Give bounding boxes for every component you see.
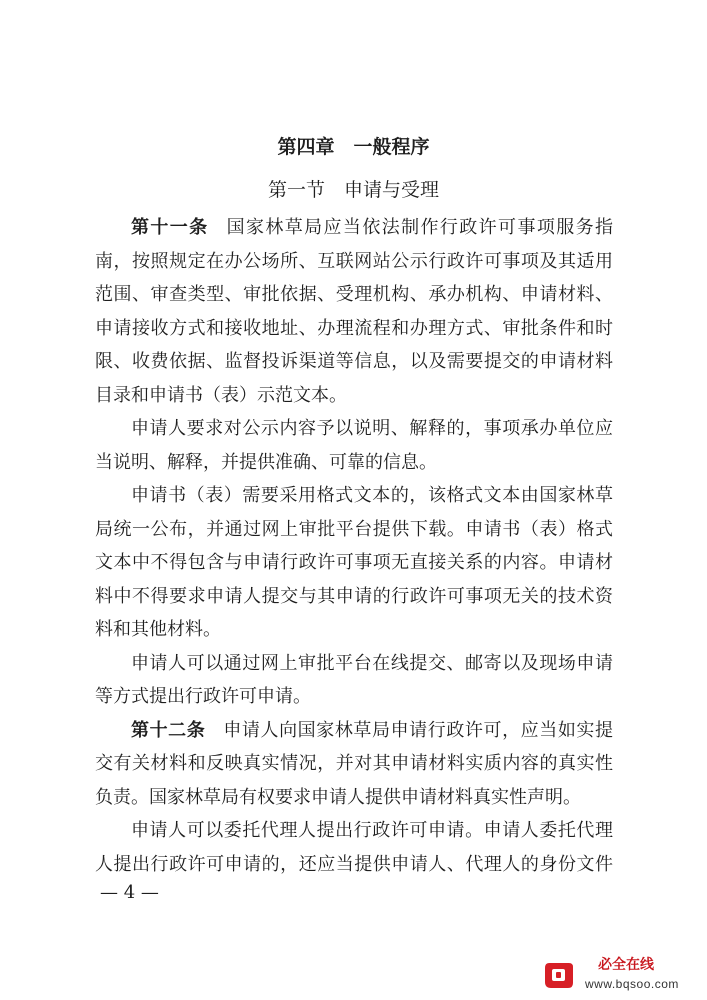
paragraph-line: 申请接收方式和接收地址、办理流程和办理方式、审批条件和时 bbox=[95, 317, 613, 339]
paragraph-line: 料和其他材料。 bbox=[95, 619, 221, 640]
paragraph-line: 申请人要求对公示内容予以说明、解释的，事项承办单位应 bbox=[131, 418, 613, 439]
paragraph-line: 目录和申请书（表）示范文本。 bbox=[95, 384, 347, 406]
paragraph-line: 限、收费依据、监督投诉渠道等信息，以及需要提交的申请材料 bbox=[95, 351, 613, 372]
page-number: — 4 — bbox=[100, 882, 159, 903]
paragraph-line: 南，按照规定在办公场所、互联网站公示行政许可事项及其适用 bbox=[95, 250, 613, 272]
article-label: 第十二条 bbox=[131, 719, 206, 741]
paragraph-line: 文本中不得包含与申请行政许可事项无直接关系的内容。申请材 bbox=[95, 552, 613, 573]
document-body bbox=[95, 211, 613, 881]
section-title: 第一节 申请与受理 bbox=[267, 179, 439, 201]
watermark-brand: 必全在线 bbox=[598, 957, 654, 973]
paragraph-line: 当说明、解释，并提供准确、可靠的信息。 bbox=[95, 451, 437, 473]
watermark-logo-icon bbox=[543, 960, 575, 990]
watermark bbox=[543, 956, 693, 996]
line-text: 国家林草局应当依法制作行政许可事项服务指 bbox=[226, 217, 613, 238]
paragraph-line bbox=[95, 211, 613, 245]
line-text: 申请人向国家林草局申请行政许可，应当如实提 bbox=[223, 719, 613, 741]
paragraph-line: 申请人可以委托代理人提出行政许可申请。申请人委托代理 bbox=[131, 820, 613, 841]
chapter-title: 第四章 一般程序 bbox=[277, 136, 430, 158]
paragraph-line: 料中不得要求申请人提交与其申请的行政许可事项无关的技术资 bbox=[95, 585, 613, 607]
article-label: 第十一条 bbox=[131, 217, 209, 238]
paragraph-line: 申请人可以通过网上审批平台在线提交、邮寄以及现场申请 bbox=[131, 652, 613, 674]
paragraph-line: 交有关材料和反映真实情况，并对其申请材料实质内容的真实性 bbox=[95, 753, 613, 774]
paragraph-line: 申请书（表）需要采用格式文本的，该格式文本由国家林草 bbox=[131, 485, 613, 506]
paragraph-line: 局统一公布，并通过网上审批平台提供下载。申请书（表）格式 bbox=[95, 518, 613, 540]
watermark-url: www.bqsoo.com bbox=[585, 977, 679, 991]
paragraph-line: 负责。国家林草局有权要求申请人提供申请材料真实性声明。 bbox=[95, 786, 581, 808]
paragraph-line bbox=[95, 714, 613, 748]
paragraph-line: 等方式提出行政许可申请。 bbox=[95, 686, 311, 707]
paragraph-line: 范围、审查类型、审批依据、受理机构、承办机构、申请材料、 bbox=[95, 284, 613, 305]
paragraph-line: 人提出行政许可申请的，还应当提供申请人、代理人的身份文件 bbox=[95, 853, 613, 875]
